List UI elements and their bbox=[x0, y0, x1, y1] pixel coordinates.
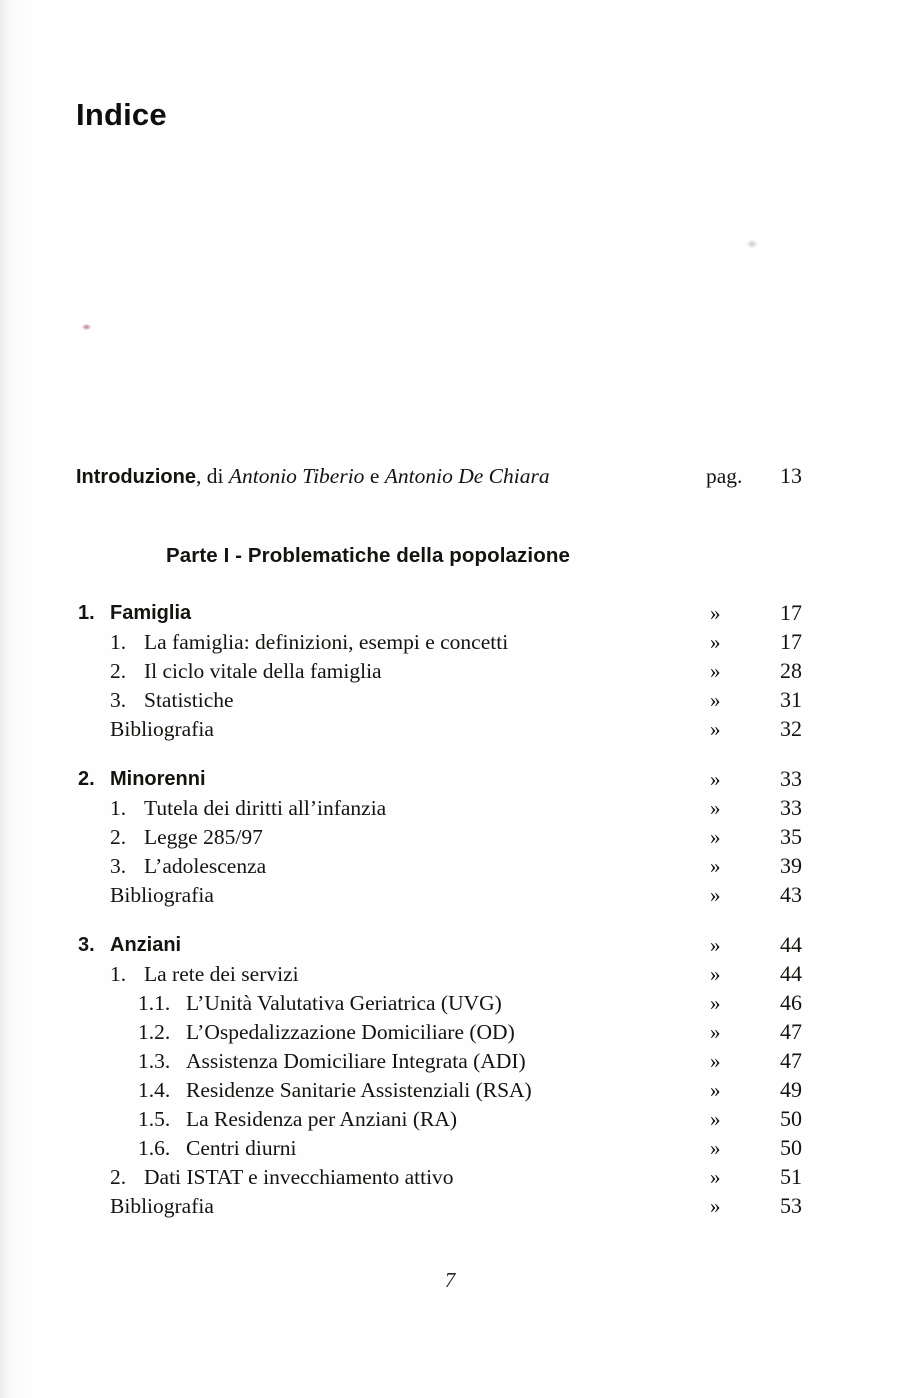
toc-entry-number: 3. bbox=[78, 934, 95, 956]
page-label: pag. bbox=[706, 464, 743, 488]
page-number: 32 bbox=[780, 716, 802, 741]
guillemet-marker-icon: » bbox=[710, 962, 721, 986]
guillemet-marker-icon: » bbox=[710, 883, 721, 907]
guillemet-marker-icon: » bbox=[710, 717, 721, 741]
toc-entry-text: Bibliografia bbox=[110, 1194, 214, 1218]
introduzione-connector: , di bbox=[195, 464, 229, 488]
guillemet-marker-icon: » bbox=[710, 1078, 721, 1102]
introduzione-author-2: Antonio De Chiara bbox=[384, 464, 550, 488]
toc-entry-label bbox=[110, 656, 382, 686]
toc-entry-label bbox=[110, 822, 263, 852]
toc-entry-text: Famiglia bbox=[110, 602, 192, 624]
page-number: 33 bbox=[780, 795, 802, 820]
scan-artifact-speck-grey bbox=[747, 240, 757, 248]
page-number: 44 bbox=[780, 932, 802, 957]
guillemet-marker-icon: » bbox=[710, 1020, 721, 1044]
page-number: 46 bbox=[780, 990, 802, 1015]
page-number: 47 bbox=[780, 1048, 802, 1073]
page-number: 33 bbox=[780, 766, 802, 791]
toc-entry-text: Bibliografia bbox=[110, 883, 214, 907]
toc-entry bbox=[0, 880, 900, 910]
page-number: 44 bbox=[780, 961, 802, 986]
toc-entry-label bbox=[110, 793, 386, 823]
toc-entry-label bbox=[110, 685, 234, 715]
toc-entry-text: Minorenni bbox=[110, 768, 206, 790]
guillemet-marker-icon: » bbox=[710, 630, 721, 654]
guillemet-marker-icon: » bbox=[710, 796, 721, 820]
toc-entry-label bbox=[110, 714, 214, 744]
guillemet-marker-icon: » bbox=[710, 659, 721, 683]
page-number: 13 bbox=[780, 463, 802, 488]
toc-entry-label bbox=[138, 1075, 532, 1105]
toc-entry-text: Residenze Sanitarie Assistenziali (RSA) bbox=[186, 1078, 532, 1102]
toc-entry-number: 1.6. bbox=[138, 1136, 171, 1160]
toc-entry-label bbox=[138, 1133, 296, 1163]
page-number: 51 bbox=[780, 1164, 802, 1189]
toc-entry-text: La Residenza per Anziani (RA) bbox=[186, 1107, 458, 1131]
page-number: 17 bbox=[780, 629, 802, 654]
guillemet-marker-icon: » bbox=[710, 1107, 721, 1131]
page-number: 31 bbox=[780, 687, 802, 712]
toc-entry-number: 3. bbox=[110, 854, 127, 878]
toc-entry-label bbox=[138, 1104, 457, 1134]
toc-entry-number: 1.4. bbox=[138, 1078, 171, 1102]
guillemet-marker-icon: » bbox=[710, 854, 721, 878]
toc-entry bbox=[0, 1046, 900, 1076]
guillemet-marker-icon: » bbox=[710, 933, 721, 957]
folio-number: 7 bbox=[444, 1268, 456, 1292]
page-number: 53 bbox=[780, 1193, 802, 1218]
toc-entry-label bbox=[78, 598, 191, 628]
toc-entry-text: Bibliografia bbox=[110, 717, 214, 741]
toc-entry bbox=[0, 685, 900, 715]
toc-entry bbox=[0, 1162, 900, 1192]
guillemet-marker-icon: » bbox=[710, 688, 721, 712]
toc-entry bbox=[0, 1104, 900, 1134]
toc-entry bbox=[0, 764, 900, 794]
toc-entry bbox=[0, 822, 900, 852]
toc-entry-number: 1. bbox=[110, 796, 127, 820]
toc-entry-text: L’adolescenza bbox=[144, 854, 267, 878]
page-number: 50 bbox=[780, 1135, 802, 1160]
introduzione-title: Introduzione bbox=[76, 466, 196, 488]
guillemet-marker-icon: » bbox=[710, 1194, 721, 1218]
toc-entry-number: 2. bbox=[78, 768, 95, 790]
toc-entry bbox=[0, 1017, 900, 1047]
page-number: 43 bbox=[780, 882, 802, 907]
toc-entry-label bbox=[138, 988, 502, 1018]
toc-entry-label bbox=[76, 461, 550, 492]
toc-entry-text: La rete dei servizi bbox=[144, 962, 299, 986]
toc-entry-number: 2. bbox=[110, 659, 127, 683]
guillemet-marker-icon: » bbox=[710, 1136, 721, 1160]
guillemet-marker-icon: » bbox=[710, 601, 721, 625]
page-title: Indice bbox=[76, 97, 167, 132]
toc-entry bbox=[0, 793, 900, 823]
toc-entry-number: 1. bbox=[78, 602, 95, 624]
guillemet-marker-icon: » bbox=[710, 991, 721, 1015]
toc-entry-number: 1.2. bbox=[138, 1020, 171, 1044]
toc-entry-text: Statistiche bbox=[144, 688, 234, 712]
toc-entry-text: L’Unità Valutativa Geriatrica (UVG) bbox=[186, 991, 502, 1015]
part-heading: Parte I - Problematiche della popolazione bbox=[166, 544, 570, 567]
toc-entry-label bbox=[110, 1191, 214, 1221]
page-number: 50 bbox=[780, 1106, 802, 1131]
guillemet-marker-icon: » bbox=[710, 767, 721, 791]
toc-entry-introduzione bbox=[0, 461, 900, 491]
toc-entry-label bbox=[138, 1046, 526, 1076]
toc-entry-label bbox=[110, 851, 266, 881]
toc-entry bbox=[0, 988, 900, 1018]
scan-artifact-speck-red bbox=[82, 324, 91, 330]
toc-entry-text: Centri diurni bbox=[186, 1136, 297, 1160]
toc-entry-label bbox=[138, 1017, 515, 1047]
toc-entry-label bbox=[110, 959, 299, 989]
toc-entry-number: 3. bbox=[110, 688, 127, 712]
guillemet-marker-icon: » bbox=[710, 1049, 721, 1073]
toc-entry-text: La famiglia: definizioni, esempi e concetti bbox=[144, 630, 509, 654]
page-number: 49 bbox=[780, 1077, 802, 1102]
toc-entry bbox=[0, 627, 900, 657]
toc-entry bbox=[0, 1191, 900, 1221]
introduzione-author-1: Antonio Tiberio bbox=[228, 464, 365, 488]
guillemet-marker-icon: » bbox=[710, 1165, 721, 1189]
toc-entry-label bbox=[78, 930, 181, 960]
toc-entry bbox=[0, 959, 900, 989]
toc-entry-text: Legge 285/97 bbox=[144, 825, 263, 849]
toc-entry-number: 1.1. bbox=[138, 991, 171, 1015]
page-number: 28 bbox=[780, 658, 802, 683]
page-number: 39 bbox=[780, 853, 802, 878]
toc-entry-text: Assistenza Domiciliare Integrata (ADI) bbox=[186, 1049, 526, 1073]
toc-entry-number: 1.3. bbox=[138, 1049, 171, 1073]
toc-entry-number: 1. bbox=[110, 630, 127, 654]
toc-entry-text: Il ciclo vitale della famiglia bbox=[144, 659, 382, 683]
toc-entry-text: Dati ISTAT e invecchiamento attivo bbox=[144, 1165, 454, 1189]
introduzione-conjunction: e bbox=[364, 464, 385, 488]
toc-entry-number: 2. bbox=[110, 1165, 127, 1189]
toc-entry bbox=[0, 598, 900, 628]
toc-entry-number: 1.5. bbox=[138, 1107, 171, 1131]
toc-entry-label bbox=[110, 627, 508, 657]
page-number: 47 bbox=[780, 1019, 802, 1044]
toc-entry bbox=[0, 1133, 900, 1163]
toc-entry bbox=[0, 1075, 900, 1105]
toc-entry-label bbox=[78, 764, 206, 794]
toc-entry-label bbox=[110, 1162, 454, 1192]
toc-entry bbox=[0, 656, 900, 686]
guillemet-marker-icon: » bbox=[710, 825, 721, 849]
page-number: 17 bbox=[780, 600, 802, 625]
toc-entry-text: Anziani bbox=[110, 934, 182, 956]
toc-entry-number: 1. bbox=[110, 962, 127, 986]
toc-entry bbox=[0, 930, 900, 960]
toc-entry-number: 2. bbox=[110, 825, 127, 849]
toc-entry-text: Tutela dei diritti all’infanzia bbox=[144, 796, 387, 820]
toc-entry-text: L’Ospedalizzazione Domiciliare (OD) bbox=[186, 1020, 515, 1044]
toc-entry-label bbox=[110, 880, 214, 910]
toc-entry bbox=[0, 851, 900, 881]
toc-entry bbox=[0, 714, 900, 744]
page-number: 35 bbox=[780, 824, 802, 849]
